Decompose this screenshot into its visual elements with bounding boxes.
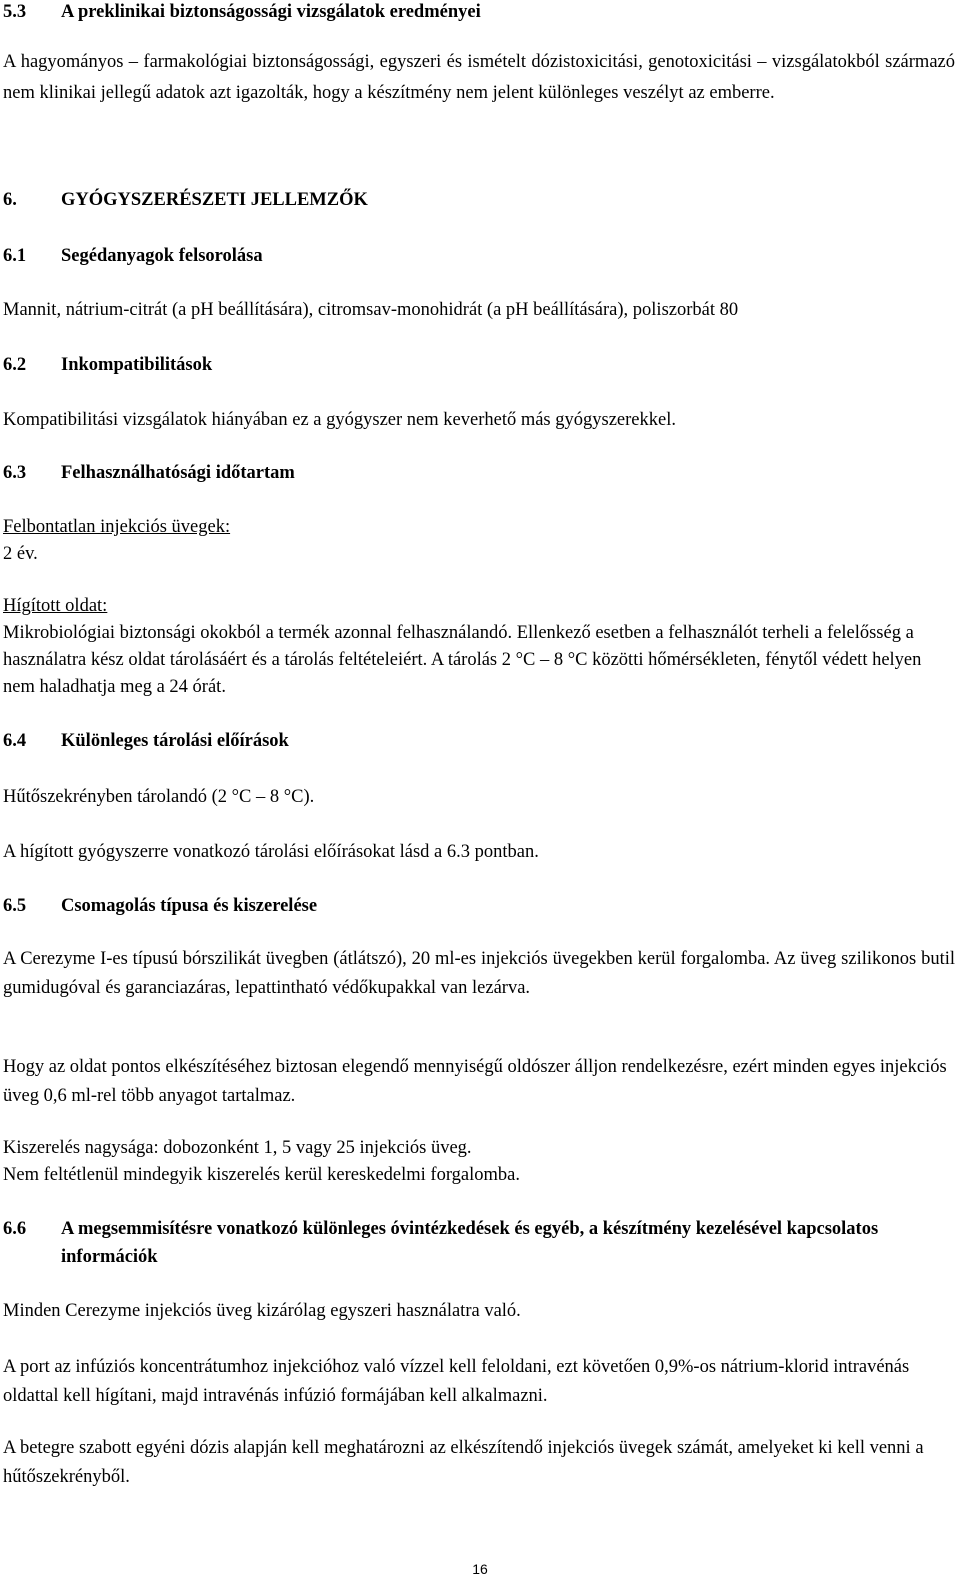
section-6-heading bbox=[3, 186, 955, 215]
subheading-diluted: Hígított oldat: bbox=[3, 596, 108, 616]
section-5-3-heading bbox=[3, 0, 955, 27]
section-number: 5.3 bbox=[3, 2, 27, 22]
section-6-3-diluted bbox=[3, 593, 955, 701]
section-6-6-text-3: A betegre szabott egyéni dózis alapján kell meghatározni az elkészítendő injekciós üvegek számát, amelyeket ki kell venni a hűtőszekrényből. bbox=[3, 1438, 924, 1487]
section-6-6-text-2: A port az infúziós koncentrátumhoz injekcióhoz való vízzel kell feloldani, ezt követően 0,9%-os nátrium-klorid intravénás oldattal kell hígítani, majd intravénás infúzió formájában kell alkalmazni. bbox=[3, 1357, 910, 1406]
section-6-1-text: Mannit, nátrium-citrát (a pH beállítására), citromsav-monohidrát (a pH beállítására), poliszorbát 80 bbox=[3, 300, 739, 320]
section-6-6-heading bbox=[3, 1215, 955, 1271]
section-5-3-text: A hagyományos – farmakológiai biztonságossági, egyszeri és ismételt dózistoxicitási, genotoxicitási – vizsgálatokból származó nem klinikai jellegű adatok azt igazolták, hogy a készítmény nem jelent különleges veszélyt az emberre. bbox=[3, 52, 955, 103]
page-number: 16 bbox=[472, 1561, 488, 1577]
section-6-4-text-1: Hűtőszekrényben tárolandó (2 °C – 8 °C). bbox=[3, 787, 315, 807]
section-6-4-heading bbox=[3, 727, 955, 756]
section-title: A megsemmisítésre vonatkozó különleges óvintézkedések és egyéb, a készítmény kezelésével kapcsolatos információk bbox=[61, 1219, 879, 1267]
section-title: A preklinikai biztonságossági vizsgálatok eredményei bbox=[61, 2, 481, 22]
section-6-5-text-1: A Cerezyme I-es típusú bórszilikát üvegben (átlátszó), 20 ml-es injekciós üvegekben kerül forgalomba. Az üveg szilikonos butil gumidugóval és garanciazáras, lepattintható védőkupakkal van lezárva. bbox=[3, 949, 955, 998]
section-6-4-text-2: A hígított gyógyszerre vonatkozó tárolási előírásokat lásd a 6.3 pontban. bbox=[3, 842, 539, 862]
section-title: Inkompatibilitások bbox=[61, 355, 213, 375]
marketing-note: Nem feltétlenül mindegyik kiszerelés kerül kereskedelmi forgalomba. bbox=[3, 1165, 520, 1185]
pack-sizes: Kiszerelés nagysága: dobozonként 1, 5 vagy 25 injekciós üveg. bbox=[3, 1138, 472, 1158]
diluted-shelf-life: Mikrobiológiai biztonsági okokból a termék azonnal felhasználandó. Ellenkező esetben a felhasználót terheli a felelősség a használatra kész oldat tárolásáért és a tárolás feltételeiért. A tárolás 2 °C – 8 °C közötti hőmérsékleten, fénytől védett helyen nem haladhatja meg a 24 órát. bbox=[3, 623, 922, 697]
section-6-3-unopened bbox=[3, 514, 955, 568]
section-title: Csomagolás típusa és kiszerelése bbox=[61, 896, 318, 916]
section-number: 6.6 bbox=[3, 1219, 27, 1239]
section-number: 6. bbox=[3, 190, 17, 210]
unopened-shelf-life: 2 év. bbox=[3, 544, 38, 564]
section-title: Segédanyagok felsorolása bbox=[61, 246, 263, 266]
section-6-2-text: Kompatibilitási vizsgálatok hiányában ez a gyógyszer nem keverhető más gyógyszerekkel. bbox=[3, 410, 676, 430]
section-number: 6.5 bbox=[3, 896, 27, 916]
section-6-5-heading bbox=[3, 892, 955, 921]
section-title: Felhasználhatósági időtartam bbox=[61, 463, 295, 483]
subheading-unopened: Felbontatlan injekciós üvegek: bbox=[3, 517, 231, 537]
section-number: 6.4 bbox=[3, 731, 27, 751]
section-title: GYÓGYSZERÉSZETI JELLEMZŐK bbox=[61, 190, 368, 210]
section-number: 6.2 bbox=[3, 355, 27, 375]
section-6-5-text-2: Hogy az oldat pontos elkészítéséhez biztosan elegendő mennyiségű oldószer álljon rendelkezésre, ezért minden egyes injekciós üveg 0,6 ml-rel több anyagot tartalmaz. bbox=[3, 1057, 947, 1106]
section-6-6-text-1: Minden Cerezyme injekciós üveg kizárólag egyszeri használatra való. bbox=[3, 1301, 521, 1321]
section-number: 6.3 bbox=[3, 463, 27, 483]
section-6-3-heading bbox=[3, 459, 955, 488]
section-6-2-heading bbox=[3, 351, 955, 380]
section-6-5-text-3 bbox=[3, 1135, 955, 1189]
section-title: Különleges tárolási előírások bbox=[61, 731, 289, 751]
section-6-1-heading bbox=[3, 242, 955, 271]
section-number: 6.1 bbox=[3, 246, 27, 266]
